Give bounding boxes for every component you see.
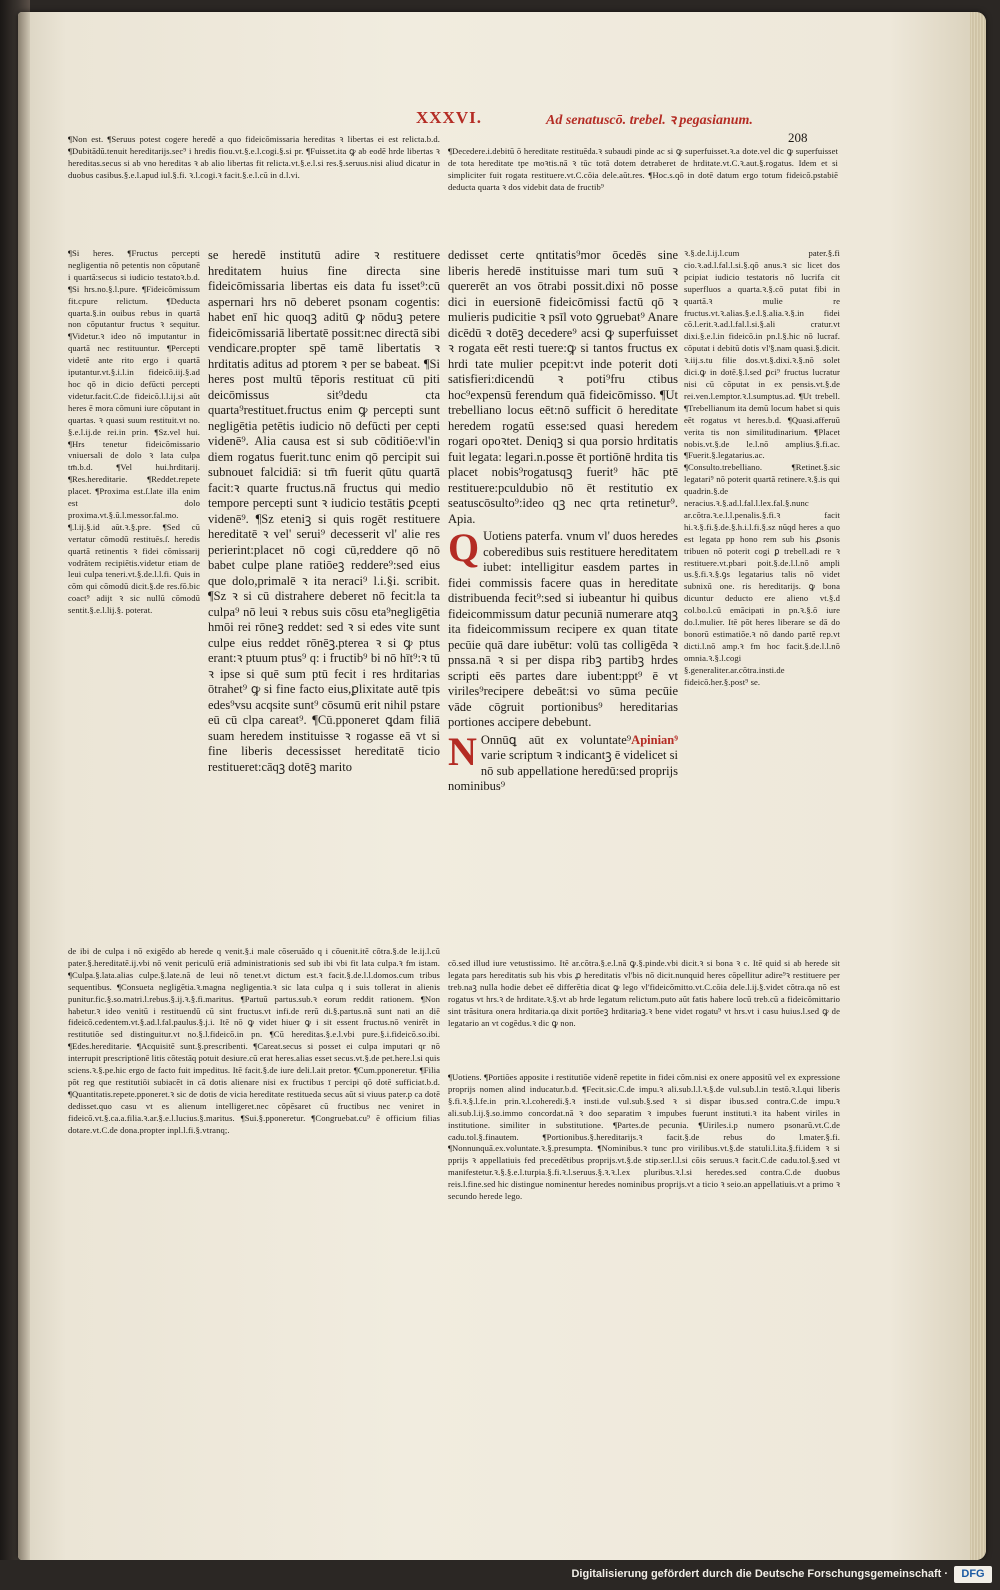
gloss-quotiens	[448, 1072, 840, 1372]
gloss-right-bottom	[448, 958, 840, 1068]
gloss-left-top	[68, 134, 440, 246]
main-text-col2b: Uotiens paterfa. vnum vl' duos heredes coberedibus suis restituere hereditatem iubet: intelligitur easdem partes in fidei commissis facere quas in hereditate distribuenda fecit⁹:sed si iubeantur hi quibus fideicommissum datur pecuniā numerare atqꝫ ita fideicommissum recipere ex quan titate pecūie quā dare iubētur: volū tas colligēda ꝛ pnssa.nā ꝛ si per dispa ribꝫ partibꝫ hrdes scripti eēs partes dare iubent:ppt⁹ ē vt viriles⁹recipere debeāt:si vo sūma pecūie vāde cōgruit portionibus⁹ hereditarias portiones accipere debebunt.	[448, 529, 678, 729]
gloss-left-top-text: ¶Non est. ¶Seruus potest cogere heredē a quo fideicōmissaria hereditas ꝛ libertas ei est relicta.b.d. ¶Dubitādū.tenuit hereditarijs.sec⁹ i hredis fiou.vt.§.e.l.cogi.§.si pr. ¶Fuisset.ita ꝙ ab eodē hrde libertas ꝛ hereditas.secus si ab vno hereditas ꝛ ab alio libertas fit relicta.vt.§.e.l.si res.§.seruus.nisi aliud dicatur in duobus casibus.§.e.l.apud iul.§.fi. ꝛ.l.cogi.ꝛ facit.§.e.l.cū in d.l.vi.	[68, 134, 440, 180]
running-head	[18, 108, 986, 145]
running-head-title: Ad senatuscō. trebel. ꝛ pegasianum.	[546, 113, 753, 128]
gloss-left-column	[68, 248, 200, 940]
initial-n: N	[448, 728, 477, 774]
gloss-right-top-text: ¶Decedere.i.debitū ō hereditate restituēda.ꝛ subaudi pinde ac si ꝙ superfuisset.ꝛ.a dote.vel dic ꝙ superfuisset de tota hereditate tpe moꝛtis.nā ꝛ tūc totā dotem detraberet de hrditate.vt.C.ꝛ.aut.§.rogatus. Idem et si simpliciter fuit rogata restituere.vt.C.cōia dele.aūt.res. ¶Hoc.s.qō in dotē datum ergo totum fideicō.pstabiē deducta quarta ꝛ dos videbit data de fructib⁹	[448, 146, 838, 192]
quotiens-gloss-text: ¶Uotiens. ¶Portiōes apposite i restitutiōe videnē repetite in fidei cōm.nisi ex onere appositū vel ex expressione proprijs nomen alind inducatur.b.d. ¶Fecit.sic.C.de impu.ꝛ ali.sub.l.l.ꝛ.§.de vul.sub.l.in testō.ꝛ.l.qui liberis §.fi.ꝛ.§.l.fe.in prin.ꝛ.l.coheredi.§.ꝛ insti.de vul.sub.§.sed ꝛ si dispar ibus.sed contra.C.de impu.ꝛ ali.sub.l.ij.§.so.immo concordat.nā ꝛ doo separatim ꝛ impubes fuerunt instituti.ꝛ ita habent viriles in institutione. similiter in substitutione. ¶Partes.de pecunia. ¶Uiriles.i.p numero psonarū.vt.C.de cadu.tol.§.finautem. ¶Portionibus.§.hereditarijs.ꝛ facit.§.de rebus do l.mater.§.fi. ¶Nonnunquā.ex.voluntate.ꝛ.§.presumpta. ¶Nominibus.ꝛ tunc pro virilibus.vt.§.de statuli.l.ita.§.fi.idem ꝛ si pprijs ꝛ appellatiuis fed precedētibus proprijs.vt.§.de stip.ser.l.l.si cōis seruus.ꝛ facit.C.de cadu.tol.§.sed vt manifestetur.ꝛ.§.§.e.l.turpia.§.fi.ꝛ.l.seruus.§.ꝛ.ꝛ.l.ex pluribus.ꝛ.l.si heredes.sed contra.C.de duobus reis.l.fine.sed hic distingue nominentur heredes nominibus proprijs.vt a ticio ꝛ seio.an appellatiuis.vt a primo ꝛ secundo herede lego.	[448, 1072, 840, 1202]
funding-credit: Digitalisierung gefördert durch die Deutsche Forschungsgemeinschaft ·	[571, 1568, 948, 1580]
gloss-right-text: ꝛ.§.de.l.ij.l.cum pater.§.fi cio.ꝛ.ad.l.fal.l.si.§.qō anus.ꝛ sic licet dos pcipiat iudicio testatoris nō lucrifa cit superfluos a quarta.ꝛ.§.cō putat fibi in quartā.ꝛ mulie re fructus.vt.ꝛ.alias.§.e.l.§.alia.ꝛ.§.in fidei cō.l.erit.ꝛ.ad.l.fal.l.si.§.ali cratur.vt dixi.§.e.l.in fideicō.in pn.l.§.hic nō lucraf. cōputat i debitū dotis vl'§.nam quasi.§.dicit. ꝛ.iij.s.tu filie dos.vt.§.dixi.ꝛ.§.nō solet dici.ꝙ in dotē.§.l.sed ꝑci⁹ fructus lucratur nisi cū cōputat in ex pensis.vt.§.de rei.ven.l.emptor.ꝛ.l.sumptus.ad. ¶Ut trebell. ¶Trebellianum ita demū locum habet si quis eēt rogatus vt heres.b.d. ¶Quasi.afferuū verita tis non similitudinarium. ¶Placet nobis.vt.§.de le.l.nō amplius.§.fi.ac. ¶Fuerit.§.legatarius.ac. ¶Consulto.trebelliano. ¶Retinet.§.sic legatari⁹ nō poterit quartā retinere.ꝛ.§.is qui quadrin.§.de neracius.ꝛ.§.ad.l.fal.l.lex.fal.§.nunc ar.cōtra.ꝛ.e.l.l.penalis.§.fi.ꝛ facit hi.ꝛ.§.fi.§.de.§.h.i.l.fi.§.sz nūqd heres a quo est legata pp hono rem sub his ꝓsonis tribuen nō poterit cogi ꝑ trebell.adi re ꝛ restituere.vt.pbari poit.§.de.l.l.nō ampli us.§.fi.ꝛ.§.ꝯs legatarius talis nō videt subnixū one. ris hereditarijs. ꝙ bona dicuntur deducto ere alieno vt.§.d col.bo.l.cū emācipati in pn.ꝛ.§.ō iure do.l.mulier. Itē pōt heres liberare se dā do bonorū estimatiōe.ꝛ nō dando partē rep.vt dicti.l.nō amp.ꝛ fm hoc facit.§.de.l.l.nō omnia.ꝛ.§.l.cogi §.generaliter.ar.cōtra.insti.de fideicō.her.§.post⁹ se.	[684, 248, 840, 687]
gloss-right-top	[448, 146, 838, 246]
page-gutter	[18, 12, 30, 1560]
gloss-left-text: ¶Si heres. ¶Fructus percepti negligentia nō petentis non cōputanē i quartā:secus si iudicio testatoꝛ.b.d. ¶Si hrs.no.§.l.pure. ¶Fideicōmissum fit.cpure relictum. ¶Deducta quarta.§.in ouibus rebus in quartā non cōputantur fructus ꝛ sequitur. ¶Videtur.ꝛ ideo nō imputantur in quartā nec restituuntur. ¶Percepti videtē ante rito ergo i quartā iputantur.vt.§.i.l.in fideicō.iij.§.ad hoc qō in dicio defūcti percepti videtur.facit.C.de fideicō.l.l.ij.si aūt heres ē mora cōmuni iure cōputant in quartas. ꝛ quasi suum restituit.vt no. §.e.l.ij.de rei.in prin. ¶Sz.vel hui. ¶Hrs tenetur fideicōmissario vniuersali de dolo ꝛ lata culpa tm̄.b.d. ¶Vel hui.hrditarij. ¶Res.hereditarie. ¶Reddet.repete placet. ¶Proxima est.ſ.late illa enim est dolo proxima.vt.§.ū.l.messor.fal.mo. ¶.l.ij.§.id aūt.ꝛ.§.pre. ¶Sed cū vertatur cōmodū restituēs.ſ. heredis quartā retinentis ꝛ fidei cōmissarij vodrātem recipiētis.videtur etiam de leui culpa teneri.vt.§.de.l.l.fi. Quis in cōm qui cōmodū dicit.§.de res.fō.bic coact⁹ adijt ꝛ sic nullū cōmodū sentit.§.e.l.lij.§. poterat.	[68, 248, 200, 616]
gloss-full-mid-text: de ibi de culpa i nō exigēdo ab herede q venit.§.i male cōseruādo q i cōuenit.itē cōtra.§.de le.ij.l.cū pater.§.hereditatē.ij.vbi nō venit periculū eriā administrationis sed sub ibi vbi fit lata culpa.ꝛ fm istam. ¶Culpa.§.lata.alias culpe.§.late.nā de leui nō tenet.vt dictum est.ꝛ facit.§.de.l.l.domos.cum tribus sequentibus. ¶Consueta negligētia.ꝛ.magna negligentia.ꝛ sic lata culpa q i suis tollerat in alienis punitur.fic.§.so.matri.l.rebus.§.ij.ꝛ.§.fi.maritus. ¶Partuū partus.sub.ꝛ eorum reddit rationem. ¶Non habetur.ꝛ ideo venitū i restituendū cū sint fructus.vt infi.de rerū di.§.partus.nā sunt nati an diē fideicō.cedentem.vt.§.ad.l.fal.paulus.§.j.i. Itē nō ꝙ videt hiuer ꝙ i sit essent fructus.nō venirēt in restitutiōe sed distinguitur.vt no.§.l.fideicō.in pn. ¶Cū hereditas.§.e.l.vbi pure.§.i.fideicō.so.ibi. ¶Edes.hereditarie. ¶Acquisitē sunt.§.prescribenti. ¶Careat.secus si posset ei culpa imputari qr nō interrupit prescriptionē litis cōtestāq potuit desiure.cū erat heres.alias esset secus.vt.§.de pet.here.l.si quis sciens.ꝛ.§.pe.hic ergo de facto fuit impeditus. Itē facit.§.de iure deli.l.ait pretor. ¶Cum.pponeretur. ¶Filia pōt reg que restitutiōi subiacēt in cā dotis alienare nisi ex fructibus ī percipi qō dotē sufficiat.b.d. ¶Quantitatis.repete.pponeret.ꝛ sic de dotis de vicia hereditate restitueda secus aūt si viuus pater.p ca dotē dedisset.quo casu vt es alienum intelligeret.nec cōpēsaret cū fructibus nec veniret in fideicō.vt.§.ca.a.filia.ꝛ.ar.§.e.l.lucius.§.maritus. ¶Sui.§.pponeretur. ¶Congruebat.cu⁹ ē officium filias dotare.vt.C.de dona.propter inpl.l.fi.§.vtranq;.	[68, 946, 440, 1135]
papinian-label: Apinian⁹	[631, 732, 678, 747]
folio-roman-numeral: XXXVI.	[416, 108, 482, 127]
page-number: 208	[788, 130, 808, 145]
main-text-column-1	[208, 248, 440, 942]
paragraph-nonnunquam	[448, 728, 678, 795]
footer-bar	[0, 1560, 1000, 1590]
main-text-column-2	[448, 248, 678, 942]
dfg-logo: DFG	[954, 1566, 992, 1583]
gloss-bottom-right-text: cō.sed illud iure vetustissimo. Itē ar.cōtra.§.e.l.nā ꝙ.§.pinde.vbi dicit.ꝛ si bona ꝛ c. Itē quid si ab herede sit legata pars hereditatis sub his vbis ꝓ hereditatis vl'bis nō dicit.nunquid heres cōpellitur adire⁹ꝛ restituere per treb.naꝫ nulla hodie debet eē differētia dicat ꝙ lego vl'fideicōmitto.vt.C.cōia dele.l.ij.§.videt cōtra.qa nō est rogatus vt hrs.ꝛ de hrditate.ꝛ.§.vt ab hrde legatum relictum.puto aūt fatis habere locū treb.cū a fideicōmittario sint trāsitura onera hrditaria.qa dixit portōeꝫ hrditariaꝫ.ꝛ bene videt rogatu⁹ vt hrs.vt i casu huius.l.sed ꝙ de legatario an vt cogēdus.ꝛ dic ꝙ non.	[448, 958, 840, 1028]
main-text-col1: se heredē institutū adire ꝛ restituere hreditatem huius fine directa sine fideicōmissaria libertas eis data fu isset⁹:cū aspernari hrs nō deberet psonam cogentis: habet enī hic quoqꝫ aditū ꝙ nōduꝫ petere fideicōmissariā libertatē possit:nec directā sibi vendicare.propter spē tamē libertatis ꝛ hrditatis aditus ad ptorem ꝛ per se babeat. ¶Si heres post multū tēporis restituat cū piti deicōmissus sit⁹dedu cta quarta⁹restituet.fructus enim ꝙ percepti sunt negligētia petētis iudicio nō defūcti per cepti videnē⁹. Alia causa est si sub cōditiōe:vl'in diem rogatus fuerit.tunc enim qō percipit sui subnouet falcidiā: si tm̄ fuerit qūtu quartā facit:ꝛ quarte fructus.nā fructus qui medio tempore percepti sunt ꝛ iudicio testātis ꝑcepti videnē⁹. ¶Sz eteniꝫ si quis rogēt restituere hereditatē ꝛ vel' serui⁹ decesserit vl' alie res perierint:placet nō cogi cū,reddere qō nō babet culpe plane ratiōeꝫ reddere⁹:sed eius que dolo,primalē ꝛ ita neraci⁹ l.i.§i. scribit. ¶Sz ꝛ si cū distrahere deberet nō fecit:la ta culpa⁹ nō leui ꝛ rebus suis cōsu eta⁹negligētia hmōi rei rōneꝫ reddet: sed ꝛ si edes vite sunt culpe eius reddet rōnēꝫ.pterea ꝛ si ꝙ ptus erant:ꝛ ptuum ptus⁹ q: i fructib⁹ bi nō hīt⁹:ꝛ tū ꝛ ipse si quē sum ptū fecit i res hrditarias ōtrahet⁹ ꝙ si fine facto eius,ꝑlixitate autē tpis edes⁹vsu acqsite sunt⁹ cōsumū erit nihil pstare eū cū clpa careat⁹. ¶Cū.pponeret ꝗdam filiā suam heredem instituisse ꝛ rogasse eā vt si fine liberis decessisset hereditatē ticio restitueret:cāqꝫ dotēꝫ marito	[208, 248, 440, 774]
book-page	[18, 12, 986, 1560]
main-text-col2: dedisset certe qntitatis⁹mor ōcedēs sine liberis heredē instituisse mari tum suū ꝛ quererēt an vos ōtrabi possit.dixi nō posse dici in euersionē fideicōmissi factū qō ꝛ mulieris pudicitie ꝛ psīl voto ꝯgruebat⁹ Anare dicēdū ꝛ dotēꝫ decedere⁹ acsi ꝙ superfuisset ꝛ rogata eēt resti tuere:ꝙ si tantos fructus ex hrdi tate mulier pcepit:vt inde poterit doti satisfieri:dicendū ꝛ poti⁹fru ctibus hoc⁹expensū ferendum quā fideicōmisso. ¶Ut trebelliano locus eēt:nō sufficit ō hereditate heredem rogatū esse:sed quasi heredem rogari opoꝛtet. Deniqꝫ si qua porsio hrditatis fuit legata: legari.n.posse ēt portiōnē hrdita tis placet nobis⁹rogatusqꝫ fuerit⁹ hāc ptē restituere:pculdubio nō ēt restitutio ex seatuscōsulto⁹:ideo qꝫ nec qrta retinetur⁹. Apia.	[448, 248, 678, 526]
gloss-right-column	[684, 248, 840, 956]
gloss-left-bottom	[68, 946, 440, 1356]
paragraph-quotiens	[448, 525, 678, 731]
page-fore-edge	[970, 12, 986, 1560]
initial-q: Q	[448, 525, 480, 570]
main-text-col2c: Onnūꝗ aūt ex voluntate⁹ varie scriptum ꝛ indicantꝫ ē videlicet si nō sub appellatione heredū:sed proprijs nominibus⁹	[448, 732, 678, 793]
